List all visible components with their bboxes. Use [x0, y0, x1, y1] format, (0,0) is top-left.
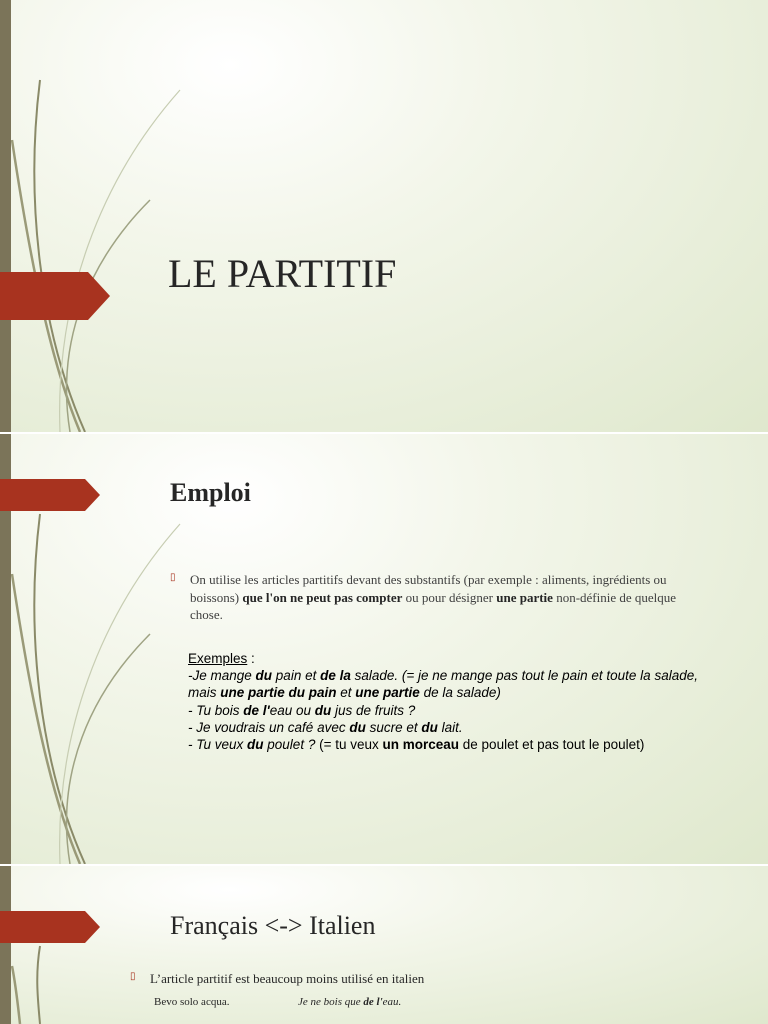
- example-line: [188, 667, 708, 701]
- square-bullet-icon: ▯: [130, 971, 136, 982]
- example-segment: de la salade): [419, 685, 501, 701]
- example-segment: du: [255, 668, 273, 684]
- decorative-swoosh: [0, 0, 200, 432]
- title-arrow-marker: [0, 479, 100, 511]
- french-example: Je ne bois que de l'eau.: [298, 996, 402, 1008]
- examples-label: Exemples: [188, 651, 248, 666]
- slide-francais-italien: [0, 866, 768, 1024]
- examples-block: Exemples : -Je mange du pain et de la salade. (= je ne mange pas tout le pain et toute la salade, mais une partie du pain et une partie de la salade) - Tu bois de l'eau ou du jus de fruits ? - Je voudrais un café avec du sucre et du lait. - Tu veux du poulet ? (= tu veux un morceau de poulet et pas tout le poulet): [188, 650, 708, 753]
- example-segment: de l': [243, 702, 270, 718]
- example-segment: poulet ?: [263, 737, 320, 753]
- sidebar-bar: [0, 866, 11, 1024]
- slide-emploi: [0, 434, 768, 864]
- example-segment: un morceau: [382, 737, 460, 753]
- bullet-paragraph: On utilise les articles partitifs devant des substantifs (par exemple : aliments, ingrédients ou boissons) que l'on ne peut pas compter ou pour désigner une partie non-définie de quelque chose.: [190, 572, 677, 622]
- example-segment: - Je voudrais un café avec: [188, 719, 350, 735]
- example-segment: de poulet et pas tout le poulet): [459, 737, 645, 753]
- example-segment: - Tu veux: [188, 737, 248, 753]
- example-segment: du: [314, 702, 332, 718]
- slide-title-text: LE PARTITIF: [168, 251, 397, 296]
- example-segment: salade. (= je ne mange pas tout le pain et toute la salade, mais: [188, 668, 698, 701]
- example-segment: lait.: [437, 719, 463, 735]
- example-segment: - Tu bois: [188, 702, 244, 718]
- example-line: [188, 702, 708, 719]
- slide-heading: Emploi: [170, 478, 251, 507]
- example-segment: une partie: [355, 685, 420, 701]
- example-segment: pain et: [272, 668, 321, 684]
- slide-title: [0, 0, 768, 432]
- slide-heading: Français <-> Italien: [170, 911, 376, 940]
- sidebar-bar: [0, 0, 11, 432]
- square-bullet-icon: ▯: [170, 572, 176, 583]
- example-segment: du: [349, 719, 366, 735]
- example-segment: du: [247, 737, 264, 753]
- example-segment: du: [421, 719, 438, 735]
- italian-example: Bevo solo acqua.: [154, 996, 230, 1008]
- example-segment: jus de fruits ?: [331, 702, 416, 718]
- example-segment: de la: [320, 668, 351, 684]
- example-line: [188, 736, 708, 753]
- example-segment: -Je mange: [188, 668, 256, 684]
- example-segment: sucre et: [365, 719, 422, 735]
- example-segment: eau ou: [269, 702, 315, 718]
- bullet-paragraph: L’article partitif est beaucoup moins utilisé en italien: [150, 971, 425, 986]
- example-segment: (= tu veux: [319, 737, 383, 753]
- example-line: [188, 719, 708, 736]
- title-arrow-marker: [0, 911, 100, 943]
- example-segment: et: [336, 685, 356, 701]
- example-segment: une partie du pain: [220, 685, 337, 701]
- title-arrow-marker: [0, 272, 110, 320]
